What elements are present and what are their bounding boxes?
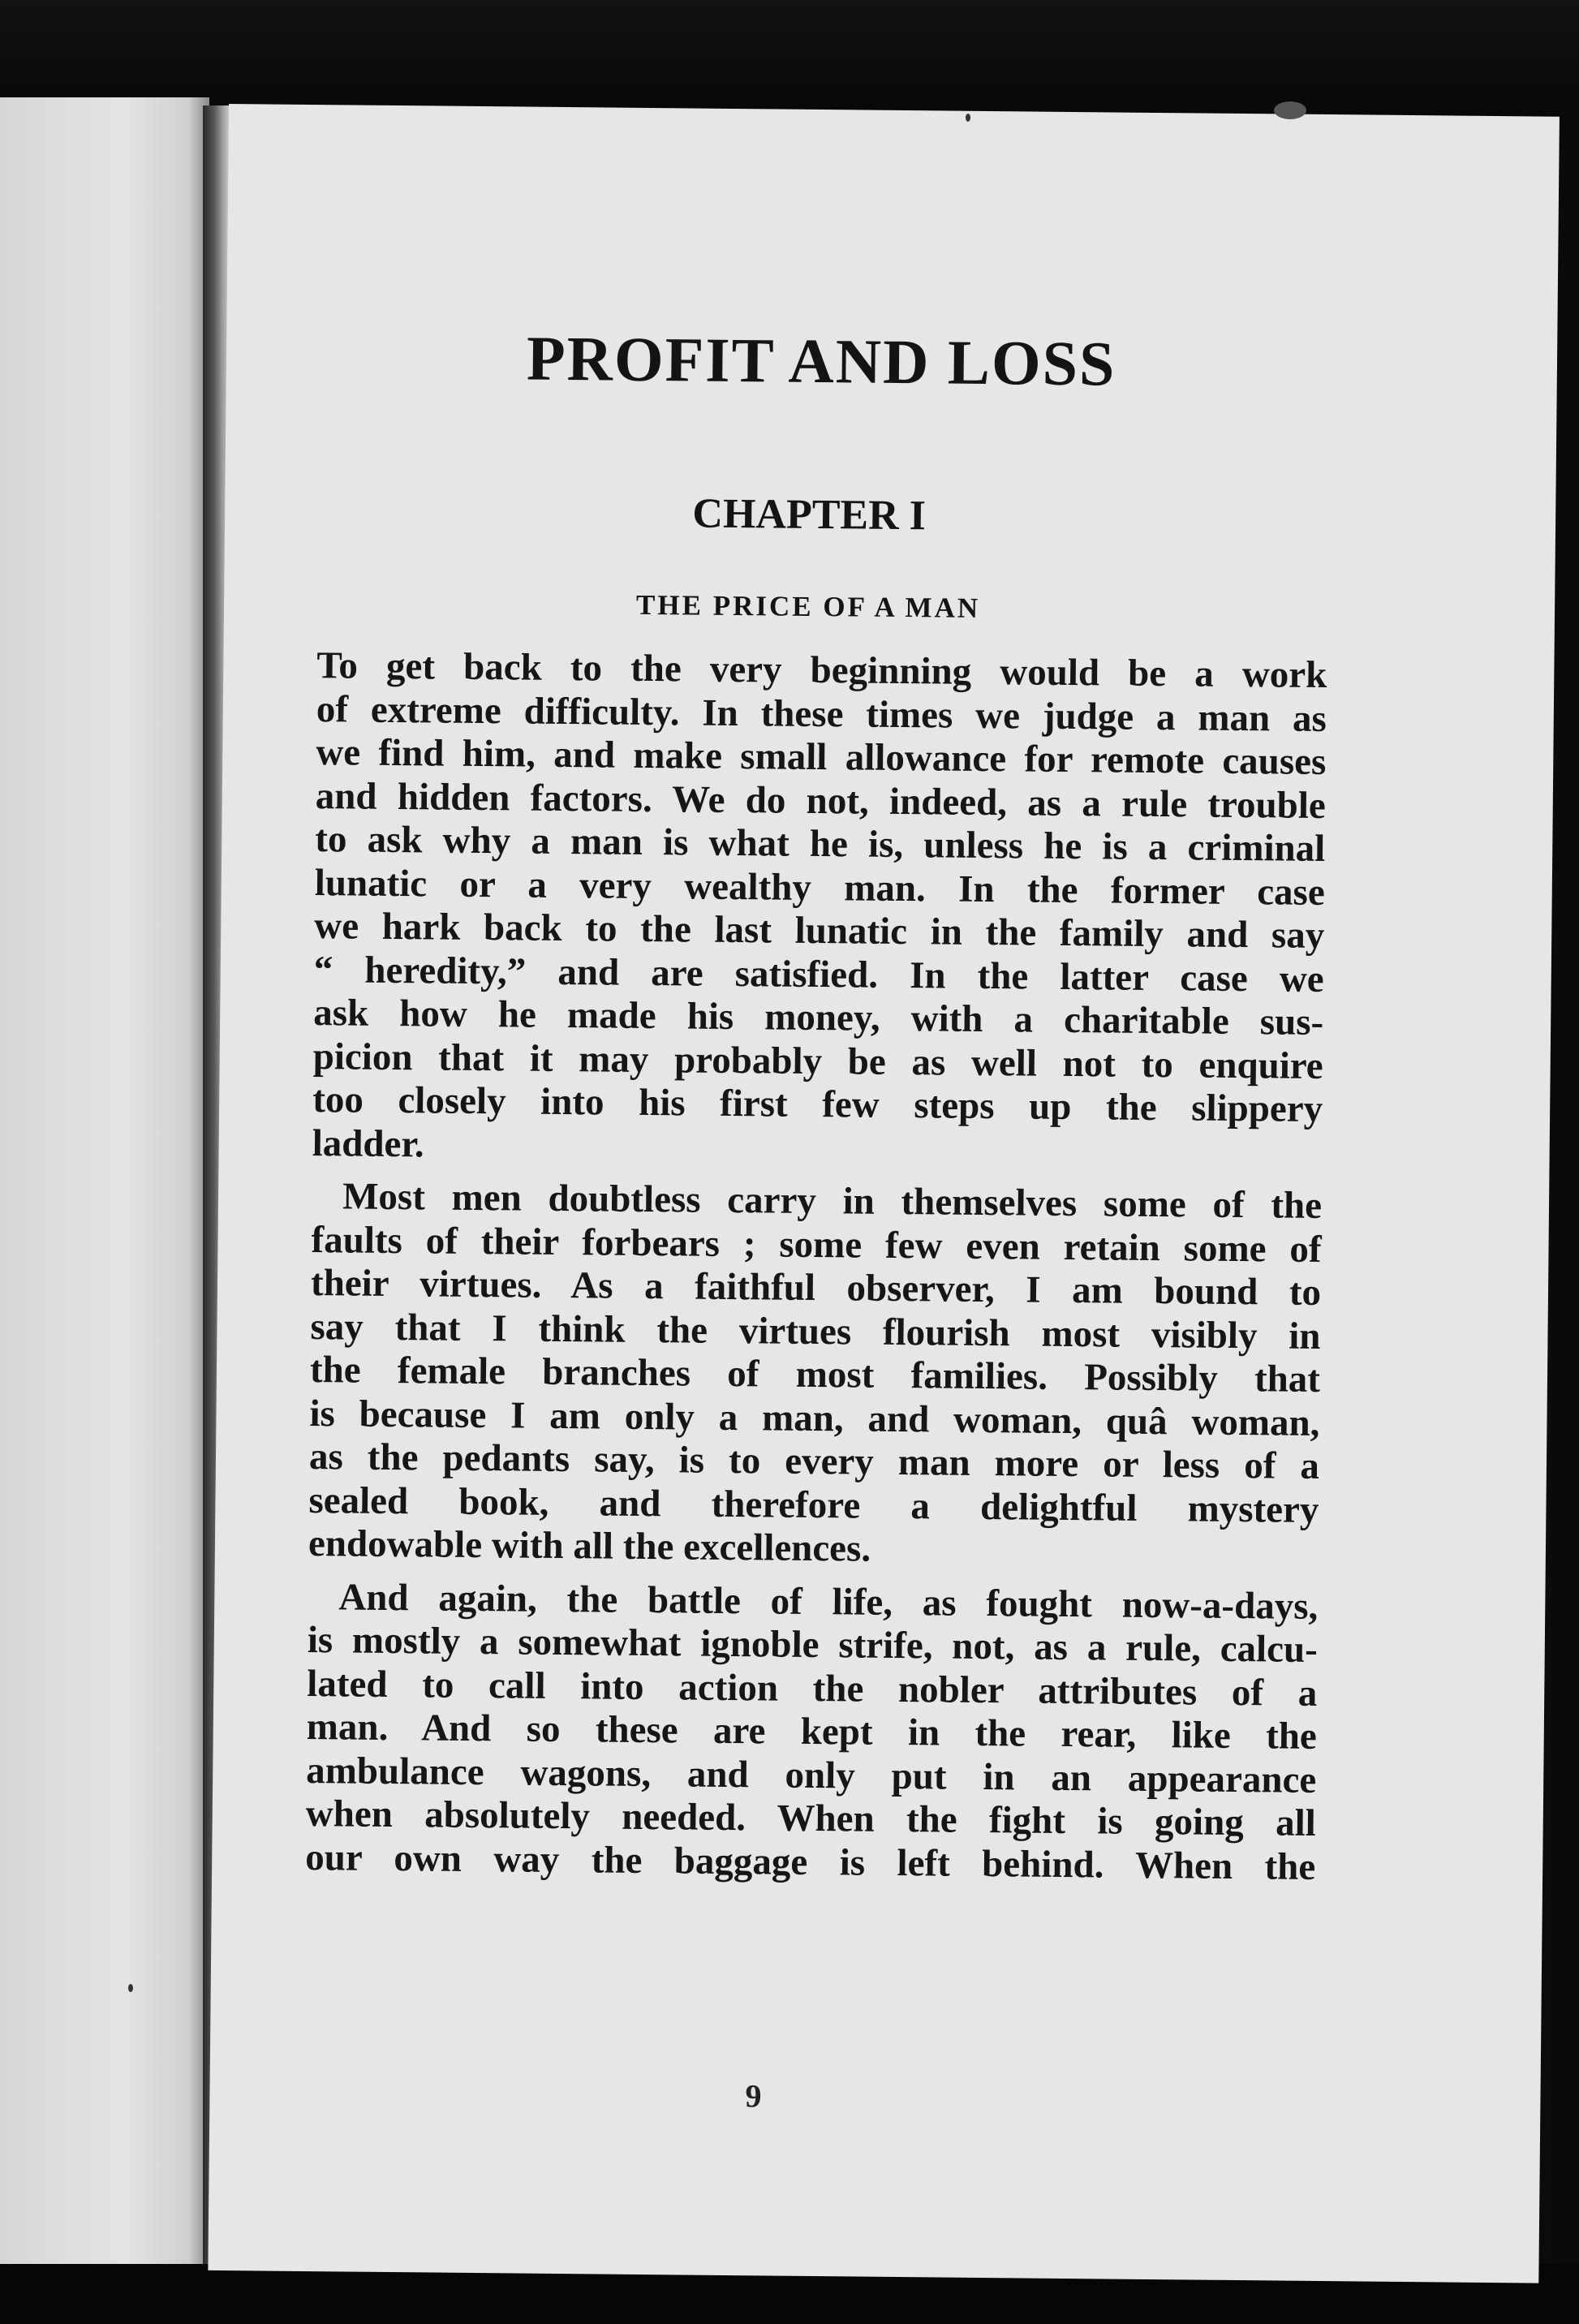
body-text [305,644,1327,1899]
scan-speck [966,114,970,122]
scan-speck [1274,101,1306,119]
text-line: too closely into his first few steps up the slippery [312,1078,1323,1130]
scan-speck [128,1984,133,1992]
text-line: as the pedants say, is to every man more or less of a [308,1435,1320,1487]
text-line: picion that it may probably be as well not to enquire [312,1035,1323,1087]
paragraph-1 [312,644,1327,1175]
text-line: “ heredity,” and are satisfied. In the latter case we [313,948,1324,1001]
section-title: THE PRICE OF A MAN [635,588,981,624]
text-line: we find him, and make small allowance for remote causes [316,731,1327,784]
paragraph-3 [305,1576,1319,1889]
text-line: of extreme difficulty. In these times we judge a man as [316,687,1327,740]
page-number: 9 [745,2077,762,2115]
text-line: ask how he made his money, with a charitable sus- [313,992,1324,1044]
text-line: ladder. [312,1121,424,1165]
text-line: lunatic or a very wealthy man. In the former case [314,861,1325,914]
paragraph-2 [308,1175,1323,1575]
text-line: the female branches of most families. Possibly that [309,1349,1321,1401]
text-line: their virtues. As a faithful observer, I am bound to [310,1262,1322,1314]
text-line: is because I am only a man, and woman, quâ woman, [309,1392,1320,1444]
book-page [208,104,1560,2283]
scan-border-right [1554,97,1579,2272]
book-title: PROFIT AND LOSS [526,322,1116,399]
text-line: our own way the baggage is left behind. When the [305,1836,1316,1888]
text-line: man. And so these are kept in the rear, like the [306,1706,1317,1758]
text-line: endowable with all the excellences. [308,1522,871,1570]
text-line: when absolutely needed. When the fight is going all [305,1792,1316,1844]
text-line: And again, the battle of life, as fought now-a-days, [338,1575,1319,1628]
text-line: say that I think the virtues flourish most visibly in [310,1305,1321,1358]
text-line: To get back to the very beginning would be a work [316,644,1327,697]
facing-page-edge [0,97,209,2280]
chapter-heading: CHAPTER I [692,490,927,540]
text-line: we hark back to the last lunatic in the family and say [314,905,1325,958]
text-line: to ask why a man is what he is, unless he is a criminal [315,818,1326,871]
text-line: faults of their forbears ; some few even retain some of [311,1218,1322,1271]
text-line: sealed book, and therefore a delightful mystery [308,1478,1319,1531]
text-line: Most men doubtless carry in themselves some of the [342,1175,1323,1227]
text-line: and hidden factors. We do not, indeed, as a rule trouble [315,774,1327,827]
text-line: ambulance wagons, and only put in an appearance [306,1749,1317,1801]
text-line: is mostly a somewhat ignoble strife, not, as a rule, calcu- [307,1619,1319,1671]
text-line: lated to call into action the nobler attributes of a [307,1662,1318,1715]
